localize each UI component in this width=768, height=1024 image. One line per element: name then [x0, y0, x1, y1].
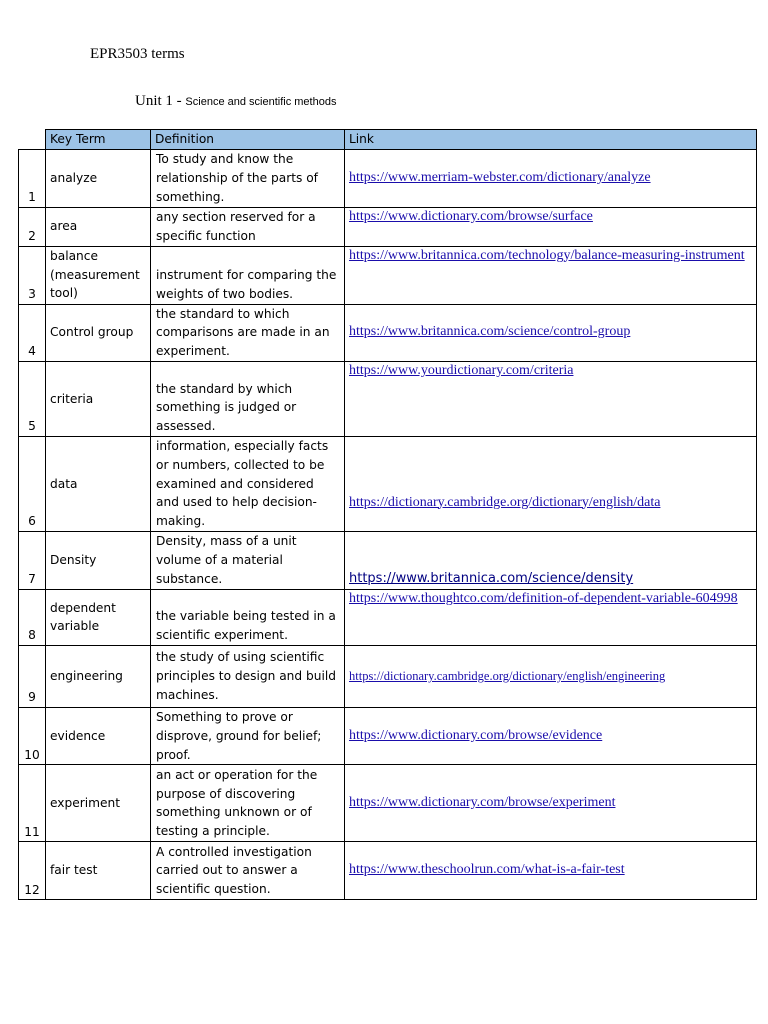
definition: any section reserved for a specific function — [151, 208, 345, 247]
link-cell — [345, 361, 757, 436]
link-cell — [345, 246, 757, 304]
definition: the standard to which comparisons are made in an experiment. — [151, 304, 345, 361]
table-row — [19, 765, 757, 842]
key-term: Density — [46, 531, 151, 589]
table-row — [19, 842, 757, 900]
link-cell — [345, 208, 757, 247]
table-row — [19, 150, 757, 208]
term-link[interactable]: https://dictionary.cambridge.org/dictionary/english/data — [349, 494, 661, 510]
link-cell — [345, 589, 757, 645]
table-row — [19, 208, 757, 247]
definition: Something to prove or disprove, ground for belief; proof. — [151, 707, 345, 764]
header-link: Link — [345, 130, 757, 150]
definition: the variable being tested in a scientific experiment. — [151, 589, 345, 645]
link-cell — [345, 765, 757, 842]
key-term: dependent variable — [46, 589, 151, 645]
document-title: EPR3503 terms — [90, 46, 185, 62]
term-link[interactable]: https://www.britannica.com/science/control-group — [349, 324, 631, 340]
key-term: evidence — [46, 707, 151, 764]
key-term: fair test — [46, 842, 151, 900]
term-link[interactable]: https://www.britannica.com/science/density — [349, 571, 634, 587]
row-number: 11 — [19, 765, 46, 842]
link-cell — [345, 304, 757, 361]
definition: instrument for comparing the weights of two bodies. — [151, 246, 345, 304]
header-definition: Definition — [151, 130, 345, 150]
term-link[interactable]: https://www.yourdictionary.com/criteria — [349, 362, 574, 378]
definition: A controlled investigation carried out to answer a scientific question. — [151, 842, 345, 900]
key-term: experiment — [46, 765, 151, 842]
table-row — [19, 589, 757, 645]
term-link[interactable]: https://www.merriam-webster.com/dictionary/analyze — [349, 170, 651, 186]
key-term: analyze — [46, 150, 151, 208]
row-number: 8 — [19, 589, 46, 645]
term-link[interactable]: https://www.dictionary.com/browse/surface — [349, 209, 593, 224]
table-row — [19, 707, 757, 764]
table-row — [19, 645, 757, 707]
unit-subtitle: Science and scientific methods — [185, 96, 337, 108]
term-link[interactable]: https://www.dictionary.com/browse/experiment — [349, 794, 616, 810]
row-number: 1 — [19, 150, 46, 208]
definition: an act or operation for the purpose of discovering something unknown or of testing a principle. — [151, 765, 345, 842]
key-term: balance (measurement tool) — [46, 246, 151, 304]
table-row — [19, 531, 757, 589]
key-term: criteria — [46, 361, 151, 436]
definition: the standard by which something is judged or assessed. — [151, 361, 345, 436]
row-number: 3 — [19, 246, 46, 304]
key-term: area — [46, 208, 151, 247]
table-row — [19, 304, 757, 361]
unit-heading — [135, 93, 336, 110]
definition: the study of using scientific principles to design and build machines. — [151, 645, 345, 707]
key-term: data — [46, 436, 151, 531]
unit-label: Unit 1 - — [135, 93, 186, 109]
row-number: 12 — [19, 842, 46, 900]
table-header-row — [19, 130, 757, 150]
link-cell — [345, 436, 757, 531]
definition: information, especially facts or numbers, collected to be examined and considered and used to help decision-making. — [151, 436, 345, 531]
header-key-term: Key Term — [46, 130, 151, 150]
definition: To study and know the relationship of the parts of something. — [151, 150, 345, 208]
terms-table — [18, 129, 757, 900]
term-link[interactable]: https://www.thoughtco.com/definition-of-dependent-variable-604998 — [349, 590, 738, 606]
header-corner — [19, 130, 46, 150]
term-link[interactable]: https://dictionary.cambridge.org/dictionary/english/engineering — [349, 669, 666, 684]
link-cell — [345, 842, 757, 900]
key-term: Control group — [46, 304, 151, 361]
row-number: 5 — [19, 361, 46, 436]
row-number: 9 — [19, 645, 46, 707]
link-cell — [345, 531, 757, 589]
row-number: 10 — [19, 707, 46, 764]
table-row — [19, 246, 757, 304]
key-term: engineering — [46, 645, 151, 707]
table-row — [19, 436, 757, 531]
row-number: 2 — [19, 208, 46, 247]
term-link[interactable]: https://www.britannica.com/technology/balance-measuring-instrument — [349, 247, 745, 263]
row-number: 7 — [19, 531, 46, 589]
term-link[interactable]: https://www.theschoolrun.com/what-is-a-fair-test — [349, 862, 625, 878]
row-number: 6 — [19, 436, 46, 531]
link-cell — [345, 645, 757, 707]
row-number: 4 — [19, 304, 46, 361]
link-cell — [345, 150, 757, 208]
table-row — [19, 361, 757, 436]
link-cell — [345, 707, 757, 764]
definition: Density, mass of a unit volume of a material substance. — [151, 531, 345, 589]
term-link[interactable]: https://www.dictionary.com/browse/evidence — [349, 727, 603, 743]
